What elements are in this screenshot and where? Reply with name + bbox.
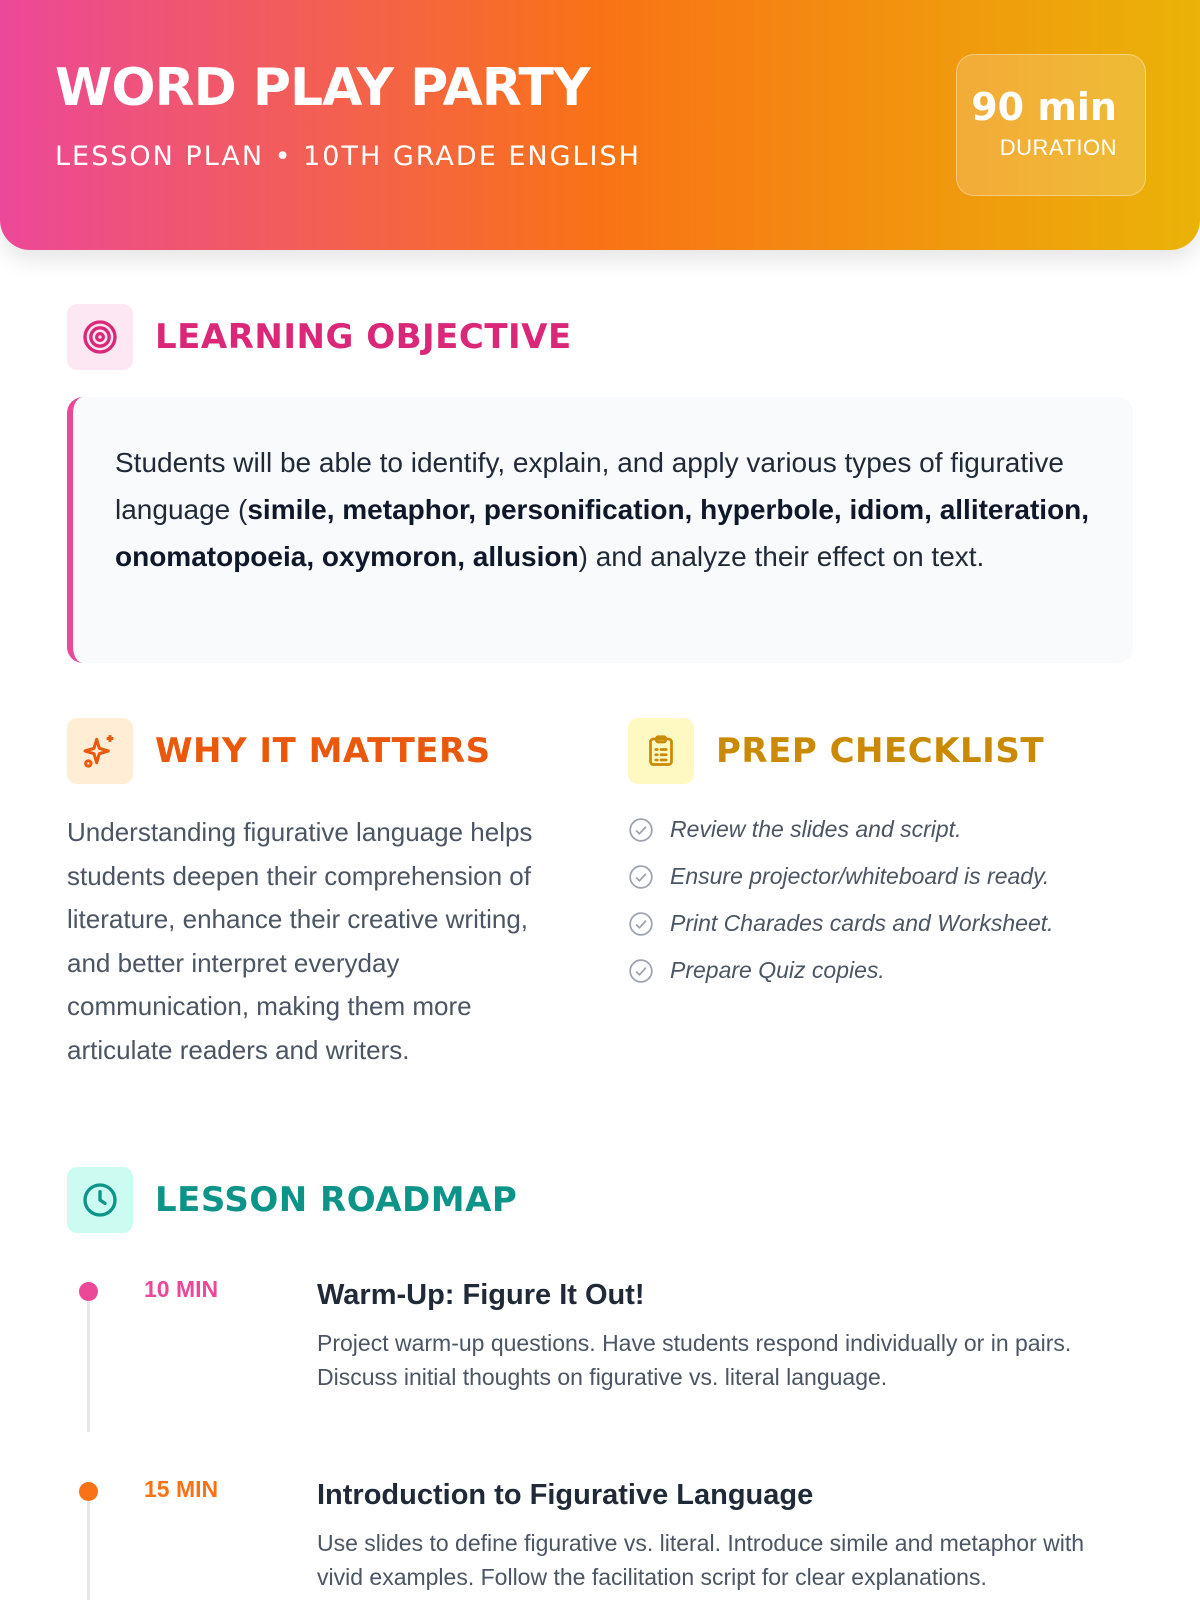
duration-badge xyxy=(956,54,1146,196)
objective-text-before: Students will be able to identify, explain, and apply various types of figurative language ( xyxy=(115,447,1064,525)
timeline-line xyxy=(87,1300,90,1432)
target-icon xyxy=(67,304,133,370)
why-title: WHY IT MATTERS xyxy=(155,731,491,771)
checklist-item xyxy=(628,900,1148,947)
why-heading xyxy=(67,718,491,784)
duration-value: 90 min xyxy=(971,85,1117,129)
lesson-subtitle: LESSON PLAN • 10TH GRADE ENGLISH xyxy=(55,141,641,172)
prep-checklist xyxy=(628,806,1148,994)
timeline-dot xyxy=(79,1482,98,1501)
sparkles-icon xyxy=(67,718,133,784)
prep-title: PREP CHECKLIST xyxy=(716,731,1045,771)
step-description: Project warm-up questions. Have students respond individually or in pairs. Discuss initial thoughts on figurative vs. literal language. xyxy=(317,1330,1072,1390)
checklist-item xyxy=(628,853,1148,900)
checklist-item-label: Print Charades cards and Worksheet. xyxy=(670,910,1054,936)
objective-text-after: ) and analyze their effect on text. xyxy=(578,541,985,572)
clipboard-icon xyxy=(628,718,694,784)
step-duration: 15 MIN xyxy=(144,1476,219,1502)
checklist-item-label: Review the slides and script. xyxy=(670,816,962,842)
check-circle-icon xyxy=(628,817,654,843)
lesson-title: WORD PLAY PARTY xyxy=(55,58,590,118)
roadmap-title: LESSON ROADMAP xyxy=(155,1180,518,1220)
roadmap-heading xyxy=(67,1167,517,1233)
objective-terms: simile, metaphor, personification, hyperbole, idiom, alliteration, onomatopoeia, oxymoron, allusion xyxy=(115,494,1090,572)
check-circle-icon xyxy=(628,911,654,937)
objective-card xyxy=(67,397,1133,663)
check-circle-icon xyxy=(628,958,654,984)
objective-heading xyxy=(67,304,572,370)
check-circle-icon xyxy=(628,864,654,890)
checklist-item xyxy=(628,806,1148,853)
why-text: Understanding figurative language helps students deepen their comprehension of literature, enhance their creative writing, and better interpret everyday communication, making them more articulate readers and writers. xyxy=(67,817,533,1065)
step-description: Use slides to define figurative vs. literal. Introduce simile and metaphor with vivid examples. Follow the facilitation script for clear explanations. xyxy=(317,1530,1085,1590)
checklist-item-label: Prepare Quiz copies. xyxy=(670,957,885,983)
timeline-line xyxy=(87,1500,90,1600)
checklist-item-label: Ensure projector/whiteboard is ready. xyxy=(670,863,1050,889)
checklist-item xyxy=(628,947,1148,994)
duration-label: DURATION xyxy=(999,135,1117,160)
objective-title: LEARNING OBJECTIVE xyxy=(155,317,572,357)
step-duration: 10 MIN xyxy=(144,1276,219,1302)
timeline-dot xyxy=(79,1282,98,1301)
header-banner xyxy=(0,0,1200,250)
clock-icon xyxy=(67,1167,133,1233)
prep-heading xyxy=(628,718,1044,784)
step-title: Introduction to Figurative Language xyxy=(317,1479,814,1511)
step-title: Warm-Up: Figure It Out! xyxy=(317,1279,645,1311)
